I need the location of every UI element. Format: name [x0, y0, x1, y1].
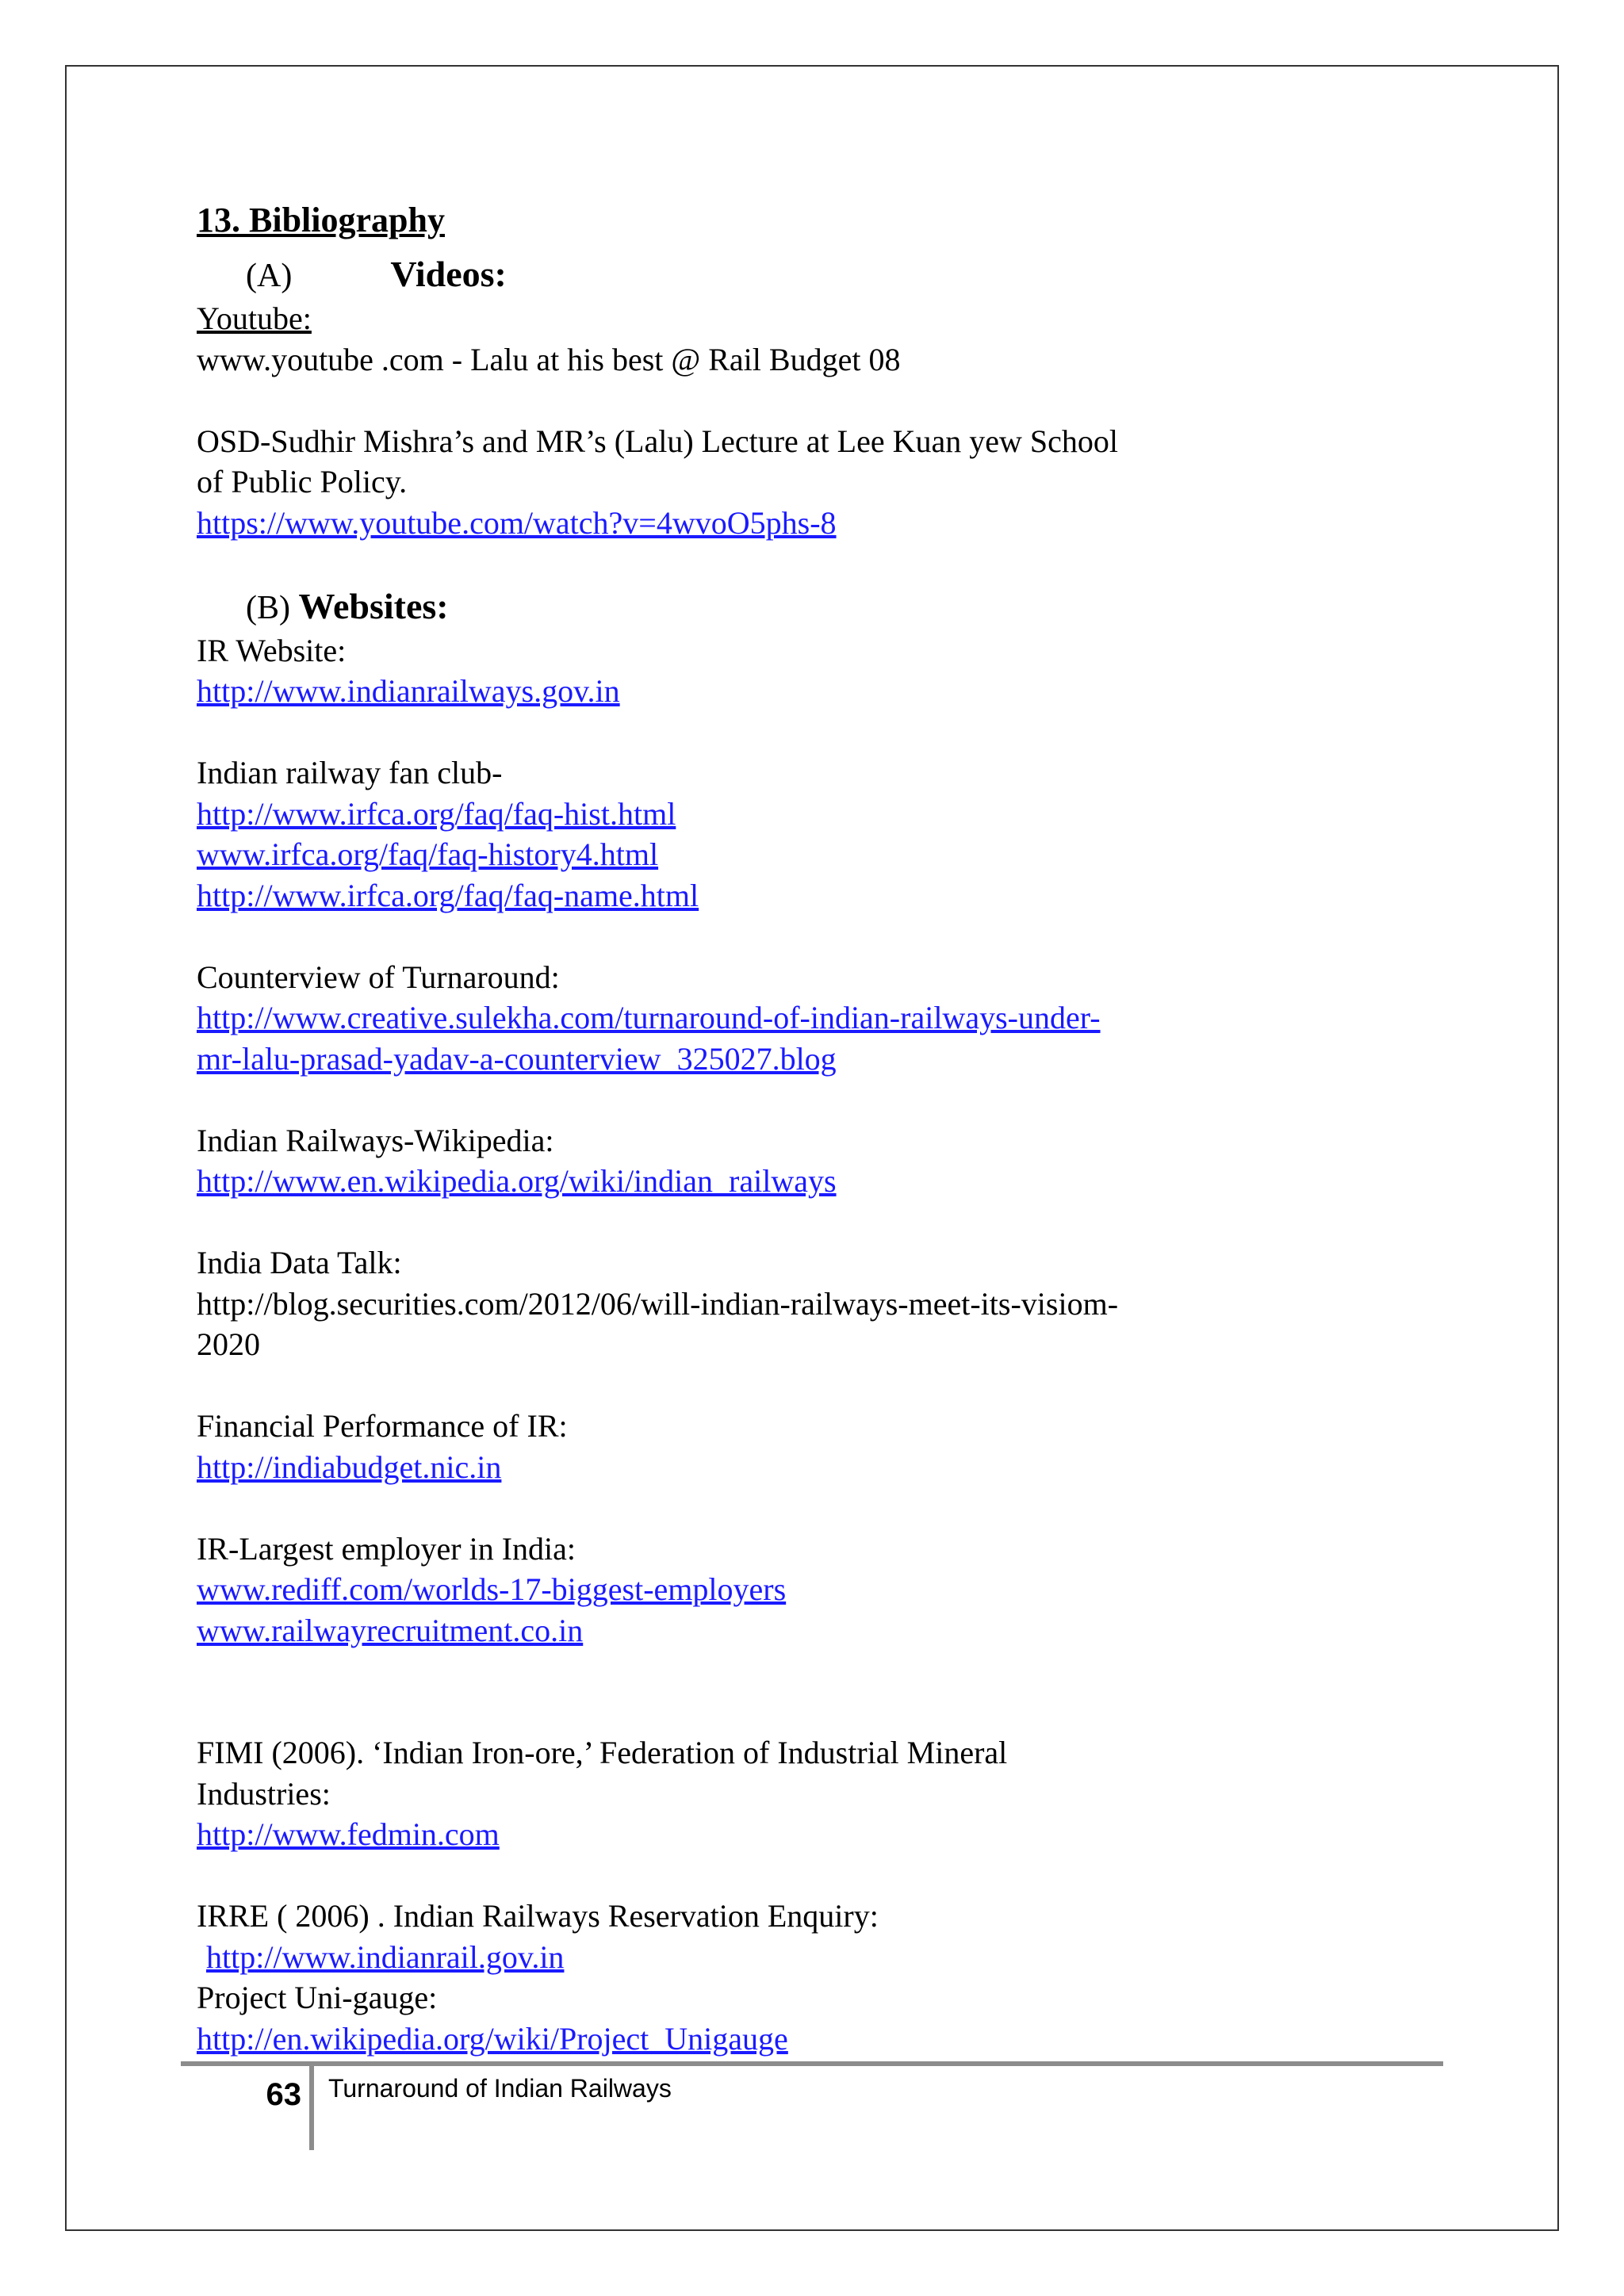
fimi-entry-line1: FIMI (2006). ‘Indian Iron-ore,’ Federation of Industrial Mineral — [197, 1735, 1008, 1770]
unigauge-link[interactable]: http://en.wikipedia.org/wiki/Project_Unigauge — [197, 2020, 788, 2057]
footer-divider — [309, 2066, 314, 2150]
youtube-entry: www.youtube .com - Lalu at his best @ Rail Budget 08 — [197, 341, 901, 377]
youtube-label: Youtube: — [197, 300, 312, 336]
fimi-link[interactable]: http://www.fedmin.com — [197, 1816, 500, 1852]
subsection-title: Videos: — [390, 254, 507, 294]
financial-link[interactable]: http://indiabudget.nic.in — [197, 1448, 502, 1485]
page-number: 63 — [266, 2077, 301, 2112]
fan-club-link[interactable]: http://www.irfca.org/faq/faq-name.html — [197, 877, 699, 913]
financial-label: Financial Performance of IR: — [197, 1408, 568, 1444]
irre-link[interactable]: http://www.indianrail.gov.in — [206, 1938, 565, 1975]
unigauge-label: Project Uni-gauge: — [197, 1980, 438, 2015]
employer-link[interactable]: www.railwayrecruitment.co.in — [197, 1612, 584, 1648]
wikipedia-label: Indian Railways-Wikipedia: — [197, 1122, 554, 1158]
osd-video-link[interactable]: https://www.youtube.com/watch?v=4wvoO5phs-8 — [197, 504, 837, 541]
employer-link[interactable]: www.rediff.com/worlds-17-biggest-employers — [197, 1571, 787, 1607]
footer-rule — [181, 2061, 1443, 2066]
section-heading: 13. Bibliography — [197, 201, 445, 239]
data-talk-label: India Data Talk: — [197, 1245, 402, 1280]
counterview-link-cont[interactable]: mr-lalu-prasad-yadav-a-counterview_325027.blog — [197, 1040, 837, 1077]
subsection-marker: (A) — [246, 258, 293, 294]
osd-entry-line2: of Public Policy. — [197, 464, 408, 499]
employer-label: IR-Largest employer in India: — [197, 1530, 576, 1567]
running-title: Turnaround of Indian Railways — [328, 2074, 672, 2103]
osd-entry-line1: OSD-Sudhir Mishra’s and MR’s (Lalu) Lecture at Lee Kuan yew School — [197, 423, 1118, 459]
fan-club-label: Indian railway fan club- — [197, 755, 503, 790]
bibliography-content — [197, 195, 1323, 2059]
fan-club-link[interactable]: http://www.irfca.org/faq/faq-hist.html — [197, 795, 676, 832]
fimi-entry-line2: Industries: — [197, 1775, 331, 1812]
data-talk-url-cont: 2020 — [197, 1326, 260, 1362]
subsection-title: Websites: — [298, 585, 449, 626]
irre-label: IRRE ( 2006) . Indian Railways Reservation Enquiry: — [197, 1898, 879, 1934]
subsection-videos — [197, 252, 1323, 298]
wikipedia-link[interactable]: http://www.en.wikipedia.org/wiki/indian_railways — [197, 1163, 837, 1199]
data-talk-url: http://blog.securities.com/2012/06/will-indian-railways-meet-its-visiom- — [197, 1285, 1119, 1322]
ir-website-label: IR Website: — [197, 632, 347, 668]
ir-website-link[interactable]: http://www.indianrailways.gov.in — [197, 673, 620, 709]
fan-club-link[interactable]: www.irfca.org/faq/faq-history4.html — [197, 836, 659, 872]
subsection-marker: (B) — [246, 589, 290, 626]
subsection-websites — [197, 584, 1323, 630]
counterview-label: Counterview of Turnaround: — [197, 959, 560, 995]
counterview-link[interactable]: http://www.creative.sulekha.com/turnaround-of-indian-railways-under- — [197, 1000, 1101, 1035]
